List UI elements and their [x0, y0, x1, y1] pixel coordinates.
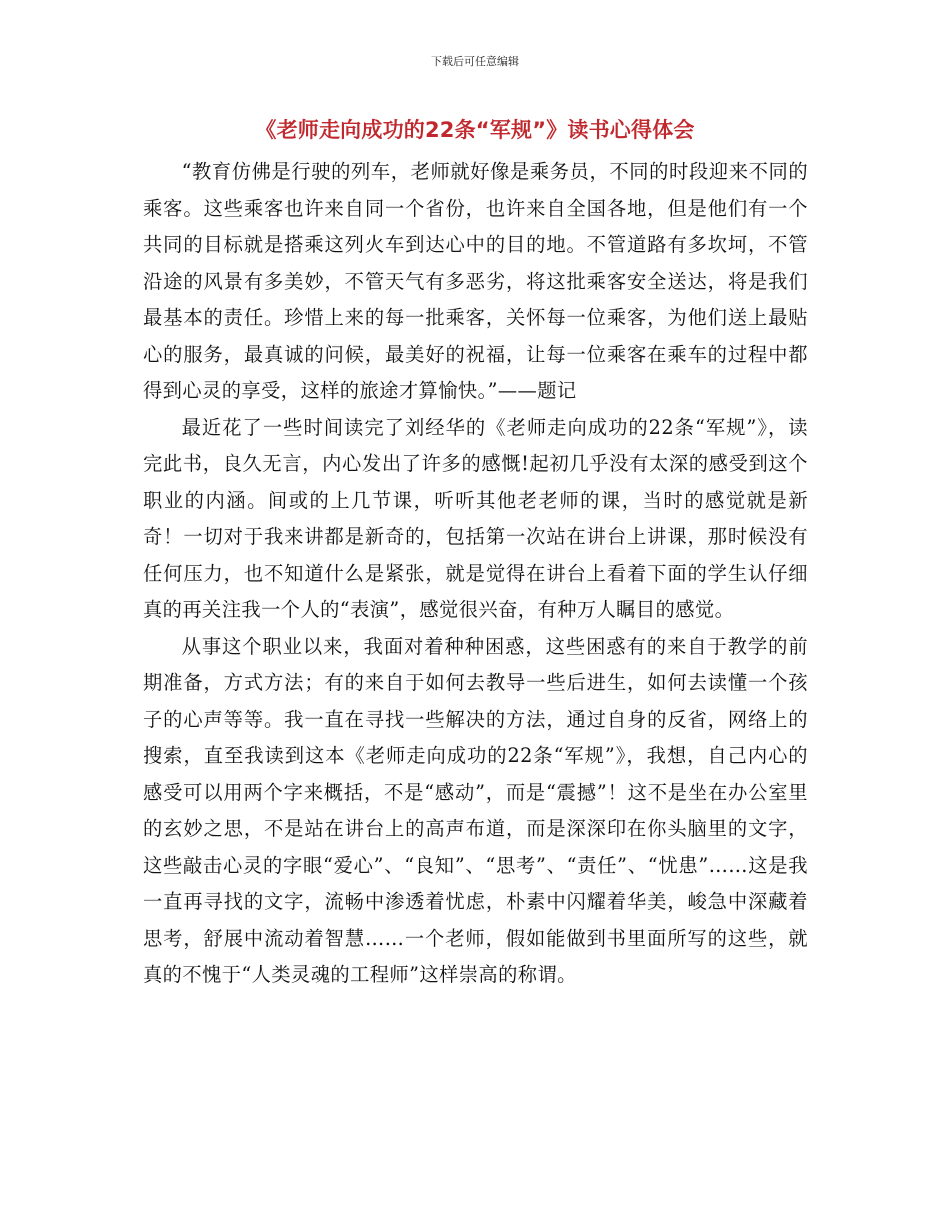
document-body — [143, 154, 808, 994]
document-title: 《老师走向成功的22条“军规”》读书心得体会 — [255, 118, 695, 142]
paragraph-epigraph: “教育仿佛是行驶的列车，老师就好像是乘务员，不同的时段迎来不同的乘客。这些乘客也许来自同一个省份，也许来自全国各地，但是他们有一个共同的目标就是搭乘这列火车到达心中的目的地。不管道路有多坎坷，不管沿途的风景有多美妙，不管天气有多恶劣，将这批乘客安全送达，将是我们最基本的责任。珍惜上来的每一批乘客，关怀每一位乘客，为他们送上最贴心的服务，最真诚的问候，最美好的祝福，让每一位乘客在乘车的过程中都得到心灵的享受，这样的旅途才算愉快。”——题记 — [143, 160, 808, 402]
paragraph-reflection: 从事这个职业以来，我面对着种种困惑，这些困惑有的来自于教学的前期准备，方式方法；有的来自于如何去教导一些后进生，如何去读懂一个孩子的心声等等。我一直在寻找一些解决的方法，通过自身的反省，网络上的搜索，直至我读到这本《老师走向成功的22条“军规”》，我想，自己内心的感受可以用两个字来概括，不是“感动”，而是“震撼”！这不是坐在办公室里的玄妙之思，不是站在讲台上的高声布道，而是深深印在你头脑里的文字，这些敲击心灵的字眼“爱心”、“良知”、“思考”、“责任”、“忧患”……这是我一直再寻找的文字，流畅中渗透着忧虑，朴素中闪耀着华美，峻急中深藏着思考，舒展中流动着智慧……一个老师，假如能做到书里面所写的这些，就真的不愧于“人类灵魂的工程师”这样崇高的称谓。 — [143, 634, 808, 986]
paragraph-reading-experience: 最近花了一些时间读完了刘经华的《老师走向成功的22条“军规”》，读完此书，良久无言，内心发出了许多的感慨!起初几乎没有太深的感受到这个职业的内涵。间或的上几节课，听听其他老老师的课，当时的感觉就是新奇！一切对于我来讲都是新奇的，包括第一次站在讲台上讲课，那时候没有任何压力，也不知道什么是紧张，就是觉得在讲台上看着下面的学生认仔细真的再关注我一个人的“表演”，感觉很兴奋，有种万人瞩目的感觉。 — [143, 415, 808, 621]
header-note: 下载后可任意编辑 — [431, 55, 519, 68]
